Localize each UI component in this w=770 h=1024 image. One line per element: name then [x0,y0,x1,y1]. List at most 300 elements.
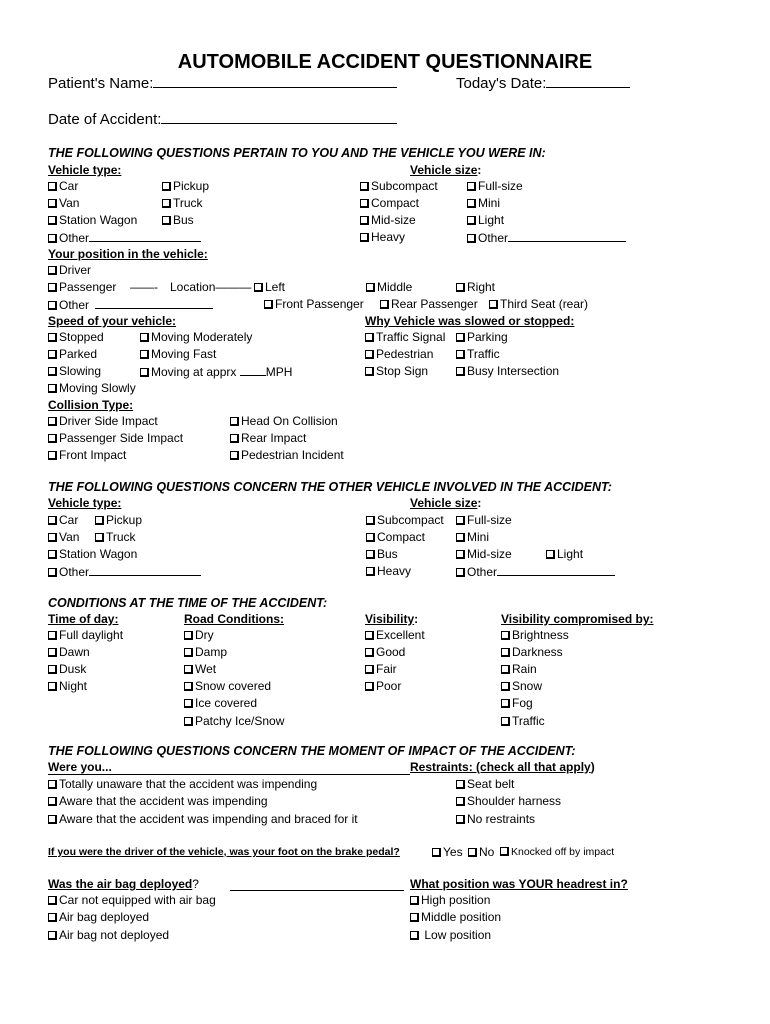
checkbox-icon[interactable] [467,216,476,225]
checkbox-icon[interactable] [48,417,57,426]
vehicle-type-label: Vehicle type: [48,163,122,177]
checkbox-icon[interactable] [264,300,273,309]
option-label: Night [59,679,88,693]
other-size-subcompact[interactable] [366,514,444,526]
checkbox-icon[interactable] [410,913,419,922]
speed-parked[interactable] [48,348,97,360]
option-label: Pedestrian [376,347,434,361]
you-type-station-wagon[interactable] [48,214,137,226]
restraint-seat-belt[interactable] [456,778,514,790]
checkbox-icon[interactable] [184,682,193,691]
checkbox-icon[interactable] [501,665,510,674]
visibility-poor[interactable] [365,680,401,692]
checkbox-icon[interactable] [184,631,193,640]
option-label: Stop Sign [376,364,429,378]
time-night[interactable] [48,680,87,692]
checkbox-icon[interactable] [48,301,57,310]
checkbox-icon[interactable] [366,516,375,525]
road-patchy-ice-snow[interactable] [184,715,284,727]
you-size-compact[interactable] [360,197,419,209]
other-vehicle-type-label: Vehicle type: [48,496,122,510]
other-type-van[interactable] [48,531,79,543]
option-label: Darkness [512,645,563,659]
option-label: No restraints [467,812,536,826]
patient-name-field[interactable] [48,75,397,91]
patient-name-line[interactable] [153,75,397,88]
option-label: Aware that the accident was impending [59,794,268,808]
brake-question: If you were the driver of the vehicle, was your foot on the brake pedal? [48,846,400,858]
collision-passenger-side[interactable] [48,432,183,444]
checkbox-icon[interactable] [48,665,57,674]
checkbox-icon[interactable] [456,367,465,376]
checkbox-icon[interactable] [162,182,171,191]
other-size-heavy[interactable] [366,565,411,577]
checkbox-icon[interactable] [48,815,57,824]
checkbox-icon[interactable] [366,283,375,292]
option-label: Car [59,513,79,527]
position-middle[interactable] [366,281,412,293]
option-label: Bus [173,213,194,227]
checkbox-icon[interactable] [48,367,57,376]
why-parking[interactable] [456,331,508,343]
option-label: Full-size [467,513,512,527]
compromised-rain[interactable] [501,663,537,675]
option-label: Stopped [59,330,104,344]
option-label: Station Wagon [59,213,138,227]
other-vehicle-size-label-wrap [410,497,481,509]
checkbox-icon[interactable] [48,216,57,225]
checkbox-icon[interactable] [366,550,375,559]
checkbox-icon[interactable] [48,234,57,243]
date-of-accident-line[interactable] [161,111,397,124]
time-dusk[interactable] [48,663,86,675]
position-front-passenger[interactable] [264,298,364,310]
headrest-low[interactable] [410,929,491,941]
option-label: Heavy [377,564,412,578]
option-label: Fair [376,662,397,676]
option-label: Dry [195,628,214,642]
restraint-shoulder-harness[interactable] [456,795,561,807]
visibility-label-wrap [365,613,418,625]
other-type-car[interactable] [48,514,78,526]
option-label: Car [59,179,79,193]
option-label: Low position [424,928,492,942]
checkbox-icon[interactable] [95,516,104,525]
airbag-label: Was the air bag deployed [48,877,193,891]
checkbox-icon[interactable] [360,199,369,208]
other-size-compact[interactable] [366,531,425,543]
airbag-line[interactable] [230,890,404,891]
passenger-dashes: ——- [130,280,158,294]
option-label: Truck [173,196,203,210]
collision-pedestrian[interactable] [230,449,344,461]
other-line[interactable] [89,231,201,242]
other-type-other[interactable] [48,565,201,578]
option-label: Rain [512,662,537,676]
you-size-other[interactable] [467,231,626,244]
option-label: Patchy Ice/Snow [195,714,285,728]
headrest-label: What position was YOUR headrest in? [410,877,628,891]
checkbox-icon[interactable] [48,913,57,922]
why-pedestrian[interactable] [365,348,433,360]
option-label: Compact [377,530,426,544]
option-label: Slowing [59,364,102,378]
checkbox-icon[interactable] [467,199,476,208]
option-label: Passenger [59,280,117,294]
other-type-pickup[interactable] [95,514,142,526]
you-type-van[interactable] [48,197,79,209]
checkbox-icon[interactable] [365,682,374,691]
position-right[interactable] [456,281,495,293]
todays-date-line[interactable] [546,75,630,88]
option-label: Poor [376,679,402,693]
option-label: Excellent [376,628,425,642]
option-label: Aware that the accident was impending and braced for it [59,812,358,826]
checkbox-icon[interactable] [456,283,465,292]
section-impact-heading: THE FOLLOWING QUESTIONS CONCERN THE MOMENT OF IMPACT OF THE ACCIDENT: [48,744,576,758]
option-label: Right [467,280,496,294]
option-label: Front Passenger [275,297,364,311]
you-type-car[interactable] [48,180,78,192]
checkbox-icon[interactable] [360,233,369,242]
you-size-heavy[interactable] [360,231,405,243]
other-size-bus[interactable] [366,548,398,560]
checkbox-icon[interactable] [501,648,510,657]
checkbox-icon[interactable] [48,451,57,460]
compromised-darkness[interactable] [501,646,563,658]
other-vehicle-size-colon: : [477,496,482,510]
checkbox-icon[interactable] [48,568,57,577]
time-of-day-label: Time of day: [48,612,119,626]
you-type-pickup[interactable] [162,180,209,192]
option-label: Ice covered [195,696,258,710]
airbag-deployed[interactable] [48,911,149,923]
option-label: Heavy [371,230,406,244]
checkbox-icon[interactable] [501,699,510,708]
checkbox-icon[interactable] [365,367,374,376]
checkbox-icon[interactable] [501,717,510,726]
position-rear-passenger[interactable] [380,298,478,310]
why-stop-sign[interactable] [365,365,428,377]
checkbox-icon[interactable] [501,682,510,691]
road-snow-covered[interactable] [184,680,271,692]
checkbox-icon[interactable] [48,516,57,525]
option-label: Dawn [59,645,90,659]
checkbox-icon[interactable] [162,199,171,208]
option-label: Parked [59,347,98,361]
page-title: AUTOMOBILE ACCIDENT QUESTIONNAIRE [177,51,593,73]
option-label: Subcompact [371,179,438,193]
checkbox-icon[interactable] [48,533,57,542]
option-label: Head On Collision [241,414,338,428]
option-label: Left [265,280,286,294]
checkbox-icon[interactable] [48,550,57,559]
checkbox-icon[interactable] [230,434,239,443]
restraints-label: Restraints: (check all that apply [410,760,591,774]
checkbox-icon[interactable] [380,300,389,309]
checkbox-icon[interactable] [365,648,374,657]
other-type-truck[interactable] [95,531,136,543]
option-label: Good [376,645,406,659]
other-size-light[interactable] [546,548,583,560]
checkbox-icon[interactable] [456,797,465,806]
position-passenger[interactable] [48,281,116,293]
option-label: Traffic [512,714,545,728]
compromised-traffic[interactable] [501,715,545,727]
other-type-station-wagon[interactable] [48,548,137,560]
brake-yes[interactable] [432,846,463,858]
were-you-aware[interactable] [48,795,268,807]
you-size-mini[interactable] [467,197,500,209]
checkbox-icon[interactable] [48,199,57,208]
visibility-good[interactable] [365,646,405,658]
compromised-fog[interactable] [501,697,533,709]
checkbox-icon[interactable] [360,216,369,225]
checkbox-icon[interactable] [366,533,375,542]
speed-moving-moderately[interactable] [140,331,252,343]
collision-head-on[interactable] [230,415,338,427]
checkbox-icon[interactable] [48,648,57,657]
visibility-compromised-label: Visibility compromised by: [501,612,654,626]
checkbox-icon[interactable] [48,182,57,191]
checkbox-icon[interactable] [140,350,149,359]
road-conditions-label: Road Conditions: [184,612,284,626]
speed-moving-fast[interactable] [140,348,216,360]
airbag-label-wrap [48,878,199,890]
airbag-not-equipped[interactable] [48,894,216,906]
checkbox-icon[interactable] [456,533,465,542]
option-label: Passenger Side Impact [59,431,184,445]
option-label: Mid-size [467,547,512,561]
option-label: Driver [59,263,91,277]
option-label: Pedestrian Incident [241,448,344,462]
checkbox-icon[interactable] [48,434,57,443]
checkbox-icon[interactable] [456,780,465,789]
todays-date-field[interactable] [456,75,630,91]
you-size-subcompact[interactable] [360,180,438,192]
checkbox-icon[interactable] [410,931,419,940]
checkbox-icon[interactable] [254,283,263,292]
checkbox-icon[interactable] [48,631,57,640]
option-label: Other [59,565,90,579]
restraint-none[interactable] [456,813,535,825]
vehicle-size-colon: : [477,163,482,177]
airbag-q: ? [192,877,199,891]
collision-front[interactable] [48,449,126,461]
checkbox-icon[interactable] [140,368,149,377]
checkbox-icon[interactable] [95,533,104,542]
checkbox-icon[interactable] [184,648,193,657]
you-type-truck[interactable] [162,197,203,209]
why-traffic-signal[interactable] [365,331,445,343]
were-you-label: Were you... [48,760,112,774]
checkbox-icon[interactable] [467,234,476,243]
brake-knocked-off[interactable] [500,847,614,858]
option-label: Brightness [512,628,569,642]
you-size-mid-size[interactable] [360,214,416,226]
you-size-full-size[interactable] [467,180,523,192]
checkbox-icon[interactable] [48,283,57,292]
option-label: Mini [478,196,501,210]
other-size-mid-size[interactable] [456,548,512,560]
vehicle-size-label: Vehicle size [410,163,478,177]
date-of-accident-field[interactable] [48,111,397,127]
visibility-colon: : [414,612,419,626]
speed-label: Speed of your vehicle: [48,314,177,328]
patient-name-label: Patient's Name: [48,75,154,92]
option-label: Subcompact [377,513,444,527]
checkbox-icon[interactable] [230,451,239,460]
checkbox-icon[interactable] [48,682,57,691]
option-label: Third Seat (rear) [500,297,589,311]
checkbox-icon[interactable] [184,665,193,674]
checkbox-icon[interactable] [365,350,374,359]
position-other[interactable] [48,298,213,311]
checkbox-icon[interactable] [501,631,510,640]
checkbox-icon[interactable] [230,417,239,426]
were-you-underline [48,774,410,775]
option-label: Mini [467,530,490,544]
checkbox-icon[interactable] [48,266,57,275]
checkbox-icon[interactable] [48,350,57,359]
position-left[interactable] [254,281,285,293]
airbag-not-deployed[interactable] [48,929,169,941]
section-you-heading: THE FOLLOWING QUESTIONS PERTAIN TO YOU AND THE VEHICLE YOU WERE IN: [48,146,546,160]
position-label: Your position in the vehicle: [48,247,208,261]
option-label: Other [467,565,498,579]
checkbox-icon[interactable] [365,631,374,640]
option-label: Bus [377,547,398,561]
why-busy-intersection[interactable] [456,365,559,377]
mph-line[interactable] [240,365,266,376]
road-wet[interactable] [184,663,216,675]
speed-moving-at-apprx[interactable] [140,365,292,378]
checkbox-icon[interactable] [365,665,374,674]
vehicle-size-label-wrap [410,164,481,176]
checkbox-icon[interactable] [456,568,465,577]
option-label: Snow covered [195,679,272,693]
option-label: Traffic Signal [376,330,446,344]
time-dawn[interactable] [48,646,90,658]
checkbox-icon[interactable] [546,550,555,559]
were-you-unaware[interactable] [48,778,317,790]
why-slowed-label: Why Vehicle was slowed or stopped: [365,314,575,328]
you-type-other[interactable] [48,231,201,244]
checkbox-icon[interactable] [48,931,57,940]
other-size-full-size[interactable] [456,514,512,526]
other-size-other[interactable] [456,565,615,578]
option-label: Other [478,231,509,245]
option-label: Driver Side Impact [59,414,158,428]
checkbox-icon[interactable] [48,333,57,342]
checkbox-icon[interactable] [456,550,465,559]
other-size-mini[interactable] [456,531,489,543]
restraints-label-wrap [410,761,595,773]
checkbox-icon[interactable] [184,699,193,708]
road-damp[interactable] [184,646,227,658]
checkbox-icon[interactable] [48,797,57,806]
option-label: Light [557,547,584,561]
option-label: Fog [512,696,533,710]
other-line[interactable] [95,298,213,309]
headrest-middle[interactable] [410,911,501,923]
headrest-high[interactable] [410,894,490,906]
checkbox-icon[interactable] [500,847,509,856]
were-you-braced[interactable] [48,813,358,825]
checkbox-icon[interactable] [360,182,369,191]
checkbox-icon[interactable] [48,780,57,789]
option-label: Moving Fast [151,347,217,361]
speed-slowing[interactable] [48,365,101,377]
date-of-accident-label: Date of Accident: [48,111,162,128]
visibility-fair[interactable] [365,663,397,675]
checkbox-icon[interactable] [432,848,441,857]
position-driver[interactable] [48,264,91,276]
option-label: Van [59,530,80,544]
road-dry[interactable] [184,629,214,641]
restraints-paren: ) [590,760,595,774]
option-label: High position [421,893,491,907]
compromised-brightness[interactable] [501,629,569,641]
other-line[interactable] [497,565,615,576]
brake-no[interactable] [468,846,494,858]
you-size-light[interactable] [467,214,504,226]
compromised-snow[interactable] [501,680,542,692]
checkbox-icon[interactable] [365,333,374,342]
option-label: Rear Impact [241,431,307,445]
option-label: Light [478,213,505,227]
why-traffic[interactable] [456,348,500,360]
checkbox-icon[interactable] [456,333,465,342]
todays-date-label: Today's Date: [456,75,547,92]
checkbox-icon[interactable] [162,216,171,225]
option-label: Rear Passenger [391,297,478,311]
other-line[interactable] [508,231,626,242]
checkbox-icon[interactable] [48,896,57,905]
checkbox-icon[interactable] [410,896,419,905]
speed-stopped[interactable] [48,331,104,343]
speed-moving-slowly[interactable] [48,382,136,394]
checkbox-icon[interactable] [468,848,477,857]
option-label: Pickup [106,513,143,527]
visibility-excellent[interactable] [365,629,425,641]
location-label: Location——— [170,280,252,294]
option-label: Pickup [173,179,210,193]
you-type-bus[interactable] [162,214,194,226]
collision-rear[interactable] [230,432,306,444]
other-vehicle-size-label: Vehicle size [410,496,478,510]
other-line[interactable] [89,565,201,576]
checkbox-icon[interactable] [467,182,476,191]
collision-driver-side[interactable] [48,415,158,427]
checkbox-icon[interactable] [184,717,193,726]
checkbox-icon[interactable] [48,384,57,393]
checkbox-icon[interactable] [489,300,498,309]
option-label: Mid-size [371,213,416,227]
option-label: Middle [377,280,413,294]
option-label: Dusk [59,662,87,676]
option-label: Snow [512,679,543,693]
checkbox-icon[interactable] [366,567,375,576]
road-ice-covered[interactable] [184,697,257,709]
position-third-seat[interactable] [489,298,588,310]
option-label: Front Impact [59,448,127,462]
checkbox-icon[interactable] [456,350,465,359]
checkbox-icon[interactable] [140,333,149,342]
checkbox-icon[interactable] [456,516,465,525]
time-full-daylight[interactable] [48,629,123,641]
checkbox-icon[interactable] [456,815,465,824]
